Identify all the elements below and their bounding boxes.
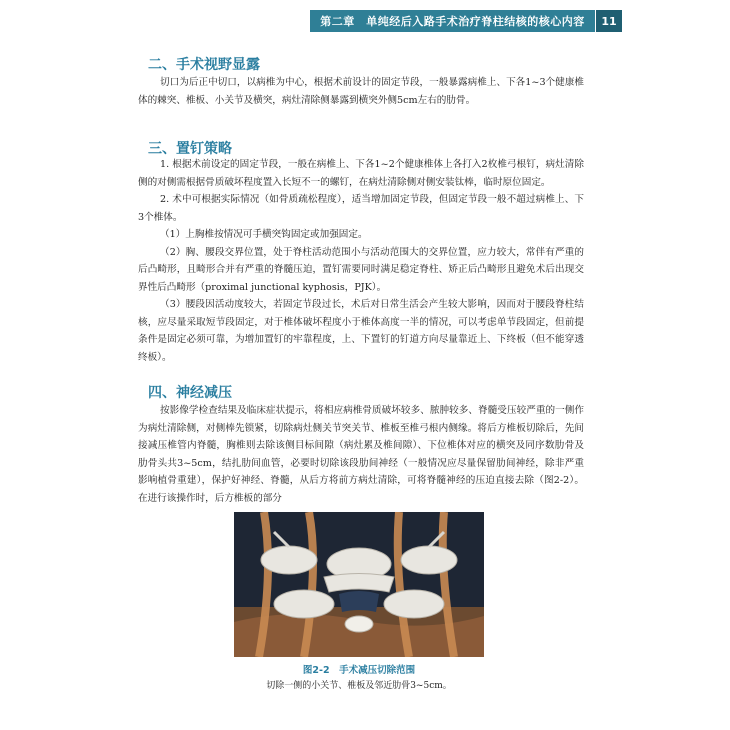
screw-strategy-body	[138, 156, 584, 366]
paragraph: （2）胸、腰段交界位置，处于脊柱活动范围小与活动范围大的交界位置，应力较大，常伴有严重的后凸畸形，且畸形合并有严重的脊髓压迫，置钉需要同时满足稳定脊柱、矫正后凸畸形且避免术后出现交界性后凸畸形（proximal junctional kyphosis，PJK）。	[138, 246, 584, 293]
section-title-exposure: 二、手术视野显露	[148, 57, 260, 73]
chapter-header: 第二章 单纯经后入路手术治疗脊柱结核的核心内容	[310, 10, 595, 32]
figure-caption: 切除一侧的小关节、椎板及邻近肋骨3~5cm。	[266, 681, 452, 691]
section-title-screw-strategy: 三、置钉策略	[148, 141, 232, 157]
paragraph: 1. 根据术前设定的固定节段，一般在病椎上、下各1~2个健康椎体上各打入2枚椎弓根钉，病灶清除侧的对侧需根据骨质破坏程度置入长短不一的螺钉，在病灶清除侧对侧安装钛棒，临时原位固定。	[138, 159, 584, 188]
paragraph: （1）上胸椎按情况可手横突钩固定或加强固定。	[160, 229, 368, 240]
paragraph-exposure: 切口为后正中切口，以病椎为中心，根据术前设计的固定节段，一般暴露病椎上、下各1~3个健康椎体的棘突、椎板、小关节及横突，病灶清除侧暴露到横突外侧5cm左右的肋骨。	[138, 77, 584, 106]
page-number: 11	[596, 10, 622, 32]
spine-surgery-illustration	[234, 512, 484, 657]
paragraph: 2. 术中可根据实际情况（如骨质疏松程度），适当增加固定节段，但固定节段一般不超过病椎上、下3个椎体。	[138, 194, 584, 223]
paragraph: （3）腰段因活动度较大，若固定节段过长，术后对日常生活会产生较大影响，因而对于腰段脊柱结核，应尽量采取短节段固定，对于椎体破坏程度小于椎体高度一半的情况，可以考虑单节段固定，但前提条件是固定必须可靠，为增加置钉的牢靠程度，上、下置钉的钉道方向尽量靠近上、下终板（但不能穿透终板）。	[138, 299, 584, 363]
section-title-decompression: 四、神经减压	[148, 385, 232, 401]
figure-title: 图2-2 手术减压切除范围	[302, 665, 416, 676]
paragraph-decompression: 按影像学检查结果及临床症状提示，将相应病椎骨质破坏较多、脓肿较多、脊髓受压较严重的一侧作为病灶清除侧，对侧棒先锁紧，切除病灶侧关节突关节、椎板至椎弓根内侧缘。将后方椎板切除后，先间接减压椎管内脊髓，胸椎则去除该侧目标间隙（病灶累及椎间隙）、下位椎体对应的横突及同序数肋骨及肋骨头共3~5cm，结扎肋间血管，必要时切除该段肋间神经（一般情况应尽量保留肋间神经，除非严重影响植骨重建），保护好神经、脊髓，从后方将前方病灶清除，可将脊髓神经的压迫直接去除（图2-2）。在进行该操作时，后方椎板的部分	[138, 405, 584, 504]
